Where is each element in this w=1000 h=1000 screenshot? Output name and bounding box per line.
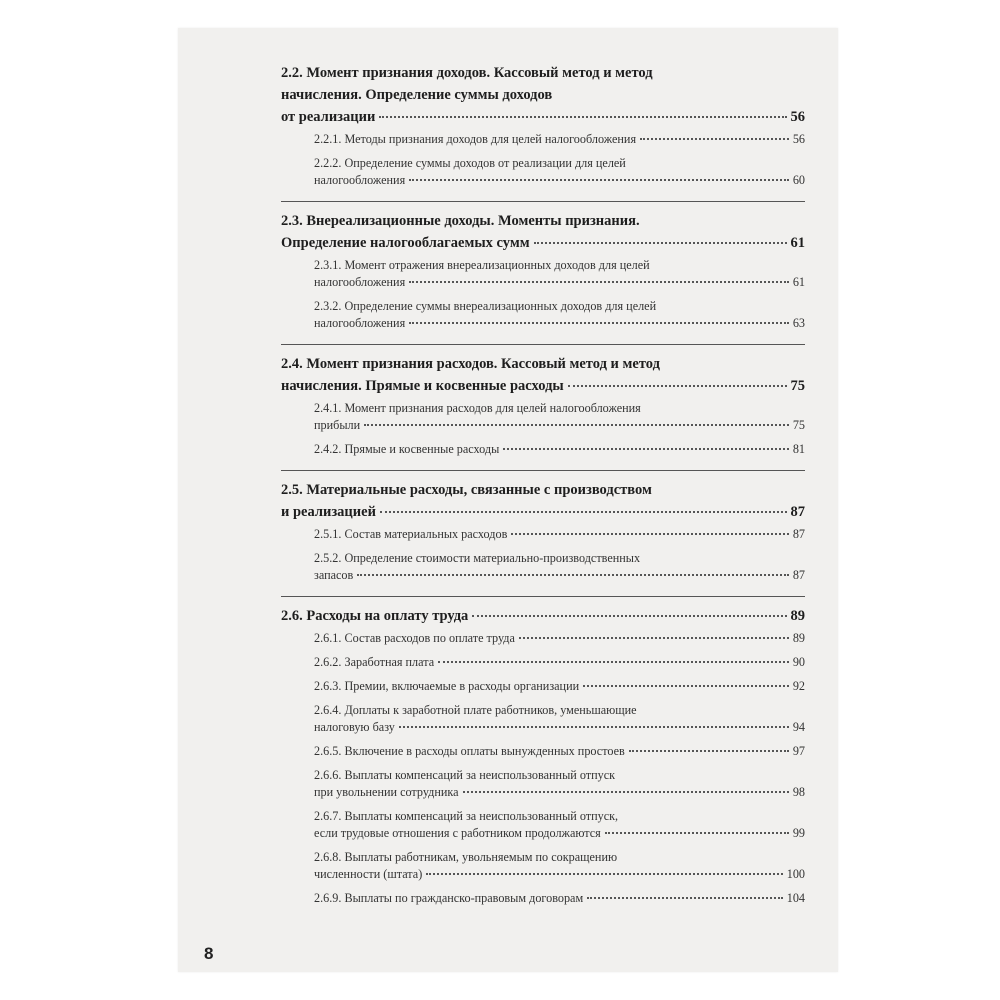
subsection-entry-title-line: 2.6.5. Включение в расходы оплаты вынужденных простоев [314, 744, 625, 758]
subsection-entry [314, 155, 805, 189]
subsection-entry [314, 400, 805, 434]
subsection-entry-title-line: запасов [314, 568, 354, 582]
dot-leader [568, 385, 787, 387]
subsection-entry-title-line: 2.5.1. Состав материальных расходов [314, 527, 508, 541]
dot-leader [380, 511, 787, 513]
section-heading-title-line: и реализацией [281, 504, 376, 520]
subsection-entry-page: 98 [792, 785, 805, 799]
subsection-entry-title-line: 2.2.2. Определение суммы доходов от реализации для целей [314, 156, 626, 170]
section-heading-title-line: от реализации [281, 109, 376, 125]
dot-leader [503, 448, 789, 450]
subsection-entry-page: 60 [792, 173, 805, 187]
subsection-entry [314, 702, 805, 736]
section-heading-title-line: начисления. Прямые и косвенные расходы [281, 378, 564, 394]
subsection-entry-title-line: если трудовые отношения с работником продолжаются [314, 826, 601, 840]
subsection-entry-page: 104 [786, 891, 805, 905]
subsection-entry-title-line: налоговую базу [314, 720, 395, 734]
subsection-entry-title-line: налогообложения [314, 316, 406, 330]
section-heading-title-line: 2.5. Материальные расходы, связанные с производством [281, 482, 652, 498]
subsection-entry-title-line: 2.6.6. Выплаты компенсаций за неиспользованный отпуск [314, 768, 616, 782]
section-heading-page: 75 [790, 378, 805, 394]
subsection-entry-page: 61 [792, 275, 805, 289]
section-heading [281, 353, 805, 397]
section-heading-page: 61 [790, 235, 805, 251]
subsection-entry-title-line: налогообложения [314, 173, 406, 187]
dot-leader [409, 179, 789, 181]
section-heading-title-line: Определение налогооблагаемых сумм [281, 235, 530, 251]
subsection-entry-page: 92 [792, 679, 805, 693]
dot-leader [399, 726, 789, 728]
subsection-entry-title-line: 2.4.1. Момент признания расходов для целей налогообложения [314, 401, 641, 415]
subsection-entry [314, 767, 805, 801]
subsection-entry-page: 75 [792, 418, 805, 432]
subsection-entry-title-line: 2.6.4. Доплаты к заработной плате работников, уменьшающие [314, 703, 637, 717]
dot-leader [640, 138, 789, 140]
section-heading-page: 87 [790, 504, 805, 520]
section-heading-title-line: 2.3. Внереализационные доходы. Моменты признания. [281, 213, 640, 229]
subsection-entry-title-line: 2.4.2. Прямые и косвенные расходы [314, 442, 500, 456]
subsection-entry-title-line: 2.3.1. Момент отражения внереализационных доходов для целей [314, 258, 650, 272]
subsection-entry-title-line: 2.3.2. Определение суммы внереализационных доходов для целей [314, 299, 657, 313]
subsection-entry-title-line: численности (штата) [314, 867, 423, 881]
dot-leader [438, 661, 789, 663]
section-heading-title-line: 2.2. Момент признания доходов. Кассовый метод и метод [281, 65, 653, 81]
subsection-entry-title-line: 2.6.8. Выплаты работникам, увольняемым по сокращению [314, 850, 618, 864]
toc-section [281, 471, 805, 597]
dot-leader [426, 873, 782, 875]
subsection-entry-title-line: 2.6.3. Премии, включаемые в расходы организации [314, 679, 580, 693]
subsection-entry [314, 298, 805, 332]
dot-leader [472, 615, 786, 617]
subsection-entry-page: 81 [792, 442, 805, 456]
subsection-entry [314, 526, 805, 543]
subsection-entry [314, 849, 805, 883]
subsection-entry [314, 131, 805, 148]
subsection-entry-page: 63 [792, 316, 805, 330]
section-heading-title-line: 2.6. Расходы на оплату труда [281, 608, 469, 624]
section-heading-title-line: начисления. Определение суммы доходов [281, 87, 553, 103]
subsection-entry-page: 97 [792, 744, 805, 758]
subsection-entry [314, 743, 805, 760]
subsection-entry-page: 56 [792, 132, 805, 146]
table-of-contents [281, 62, 805, 920]
subsection-entry [314, 808, 805, 842]
subsection-entry-title-line: 2.6.1. Состав расходов по оплате труда [314, 631, 515, 645]
section-heading-title-line: 2.4. Момент признания расходов. Кассовый метод и метод [281, 356, 660, 372]
section-heading [281, 62, 805, 128]
section-heading-page: 56 [790, 109, 805, 125]
dot-leader [587, 897, 783, 899]
dot-leader [379, 116, 786, 118]
subsection-entry-title-line: 2.2.1. Методы признания доходов для целей налогообложения [314, 132, 637, 146]
dot-leader [409, 322, 789, 324]
subsection-entry-title-line: 2.6.7. Выплаты компенсаций за неиспользованный отпуск, [314, 809, 619, 823]
dot-leader [629, 750, 789, 752]
dot-leader [605, 832, 789, 834]
dot-leader [511, 533, 788, 535]
subsection-entry-title-line: при увольнении сотрудника [314, 785, 459, 799]
subsection-entry-title-line: 2.6.9. Выплаты по гражданско-правовым договорам [314, 891, 584, 905]
subsection-entry [314, 441, 805, 458]
subsection-entry-page: 100 [786, 867, 805, 881]
subsection-entry [314, 654, 805, 671]
subsection-entry [314, 550, 805, 584]
dot-leader [583, 685, 789, 687]
subsection-entry [314, 890, 805, 907]
toc-section [281, 202, 805, 345]
section-heading [281, 479, 805, 523]
subsection-entry-page: 94 [792, 720, 805, 734]
subsection-entry-title-line: 2.5.2. Определение стоимости материально-производственных [314, 551, 641, 565]
subsection-entry-title-line: налогообложения [314, 275, 406, 289]
toc-section [281, 597, 805, 920]
subsection-entry-title-line: прибыли [314, 418, 361, 432]
toc-section [281, 62, 805, 202]
dot-leader [409, 281, 789, 283]
subsection-entry-page: 87 [792, 527, 805, 541]
dot-leader [519, 637, 789, 639]
dot-leader [534, 242, 787, 244]
subsection-entry-title-line: 2.6.2. Заработная плата [314, 655, 435, 669]
section-heading [281, 605, 805, 627]
section-heading [281, 210, 805, 254]
dot-leader [463, 791, 789, 793]
subsection-entry [314, 678, 805, 695]
section-heading-page: 89 [790, 608, 805, 624]
subsection-entry-page: 87 [792, 568, 805, 582]
subsection-entry-page: 90 [792, 655, 805, 669]
toc-section [281, 345, 805, 471]
subsection-entry-page: 99 [792, 826, 805, 840]
page-number: 8 [204, 944, 214, 963]
subsection-entry-page: 89 [792, 631, 805, 645]
dot-leader [364, 424, 789, 426]
dot-leader [357, 574, 789, 576]
subsection-entry [314, 630, 805, 647]
subsection-entry [314, 257, 805, 291]
